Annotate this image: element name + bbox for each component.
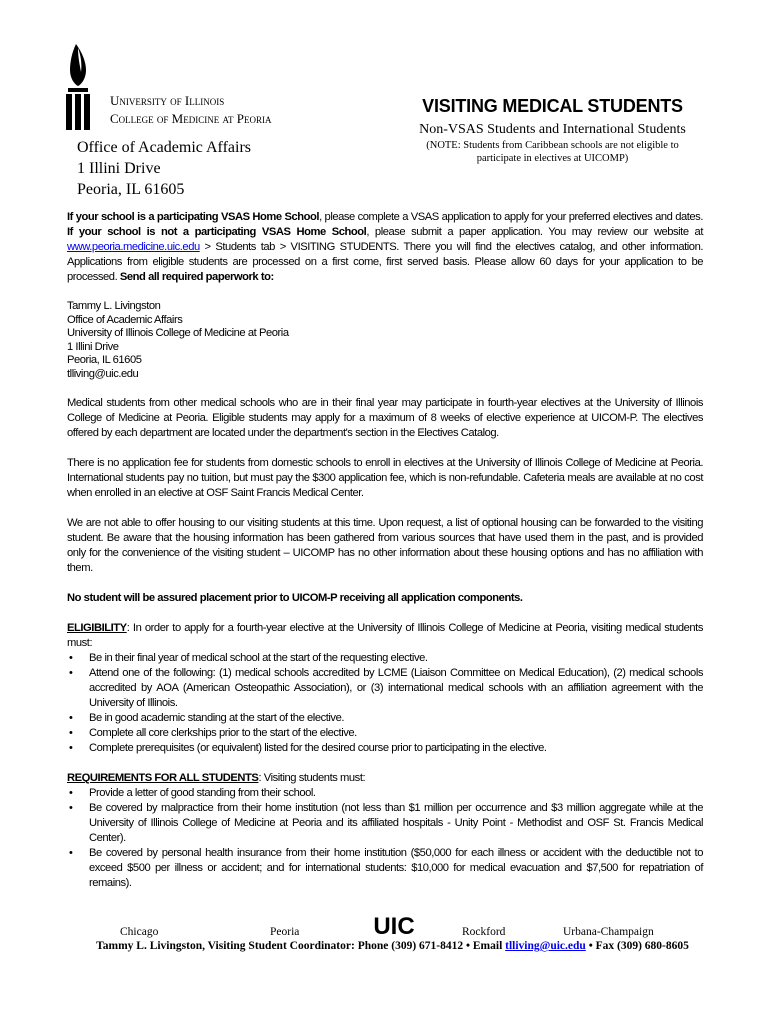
list-item: • Attend one of the following: (1) medical schools accredited by LCME (Liaison Committee on Medical Education), (2) medical schools accredited by AOA (American Osteopathic Association), or (3) international medical schools with an affiliation agreement with the University of Illinois. bbox=[67, 666, 703, 711]
university-line: University of Illinois bbox=[110, 93, 225, 108]
intro-bold-3: Send all required paperwork to: bbox=[119, 271, 274, 283]
paragraph-fees: There is no application fee for students from domestic schools to enroll in electives at the University of Illinois College of Medicine at Peoria. International students pay no tuition, but must pay the $300 application fee, which is non-refundable. Cafeteria meals are available at no cost when enrolled in an elective at OSF Saint Francis Medical Center. bbox=[67, 457, 703, 499]
contact-line bbox=[80, 940, 705, 952]
intro-bold-2: If your school is not a participating VSAS Home School bbox=[67, 226, 367, 238]
requirements-intro bbox=[67, 771, 703, 786]
city-rockford: Rockford bbox=[462, 926, 506, 938]
office-street: 1 Illini Drive bbox=[77, 160, 161, 177]
city-chicago: Chicago bbox=[120, 926, 159, 938]
address-line: 1 Illini Drive bbox=[67, 340, 119, 353]
address-email: tlliving@uic.edu bbox=[67, 367, 139, 380]
title-block bbox=[390, 96, 715, 165]
document-body bbox=[67, 210, 703, 891]
college-line: College of Medicine at Peoria bbox=[110, 111, 272, 126]
eligibility-list bbox=[67, 651, 703, 756]
list-item: • Be in good academic standing at the start of the elective. bbox=[67, 711, 703, 726]
requirements-intro-text: : Visiting students must: bbox=[258, 772, 366, 784]
intro-text-3: > Students tab > VISITING STUDENTS. There you will find the electives catalog, and other information. Applications from eligible students are processed on a first come, first served basis. Please allow 60 days for your application to be processed. bbox=[67, 241, 703, 283]
address-line: Tammy L. Livingston bbox=[67, 300, 161, 312]
list-item: • Be covered by personal health insurance from their home institution ($50,000 for each illness or accident with the deductible not to exceed $500 per illness or accident; and for international students: $10,000 for medical evacuation and $7,500 for repatriation of remains). bbox=[67, 846, 703, 891]
intro-bold-1: If your school is a participating VSAS Home School bbox=[67, 211, 320, 223]
eligibility-heading: ELIGIBILITY bbox=[67, 622, 127, 634]
uic-logo bbox=[365, 912, 423, 938]
paragraph-housing: We are not able to offer housing to our visiting students at this time. Upon request, a list of optional housing can be forwarded to the visiting student. Be aware that the housing information has been gathered from various sources that have used them in the past, and is provided only for the convenience of the visiting student – UICOMP has no other information about these housing options and has no affiliation with them. bbox=[67, 517, 703, 574]
fax-text: • Fax (309) 680-8605 bbox=[585, 940, 689, 952]
city-peoria: Peoria bbox=[270, 926, 300, 938]
mailing-address bbox=[67, 300, 703, 381]
intro-text-2: , please submit a paper application. You may review our website at bbox=[366, 226, 703, 238]
paragraph-placement: No student will be assured placement prior to UICOM-P receiving all application components. bbox=[67, 592, 523, 604]
list-item: • Be in their final year of medical school at the start of the requesting elective. bbox=[67, 651, 703, 666]
requirements-heading: REQUIREMENTS FOR ALL STUDENTS bbox=[67, 772, 259, 784]
list-item: • Provide a letter of good standing from their school. bbox=[67, 786, 703, 801]
page-subtitle: Non-VSAS Students and International Students bbox=[419, 122, 686, 137]
uic-logo-text: UIC bbox=[373, 913, 415, 938]
page-title: VISITING MEDICAL STUDENTS bbox=[422, 96, 683, 116]
list-item: • Be covered by malpractice from their home institution (not less than $1 million per occurrence and $3 million aggregate while at the University of Illinois College of Medicine at Peoria and its affiliated hospitals - Unity Point - Methodist and OSF St. Francis Medical Center). bbox=[67, 801, 703, 846]
footer bbox=[80, 912, 705, 952]
requirements-list bbox=[67, 786, 703, 891]
eligibility-intro bbox=[67, 621, 703, 651]
office-line: Office of Academic Affairs bbox=[77, 139, 252, 156]
email-link[interactable]: tlliving@uic.edu bbox=[505, 940, 586, 952]
address-line: Peoria, IL 61605 bbox=[67, 354, 142, 366]
list-item: • Complete prerequisites (or equivalent) listed for the desired course prior to participating in the elective. bbox=[67, 741, 703, 756]
office-city: Peoria, IL 61605 bbox=[77, 181, 185, 198]
campus-cities bbox=[80, 912, 705, 936]
university-name bbox=[110, 92, 271, 128]
contact-text: Tammy L. Livingston, Visiting Student Coordinator: Phone (309) 671-8412 • Email bbox=[96, 940, 506, 952]
website-link[interactable]: www.peoria.medicine.uic.edu bbox=[67, 241, 200, 253]
intro-paragraph bbox=[67, 210, 703, 285]
office-address bbox=[77, 137, 251, 200]
city-urbana-champaign: Urbana-Champaign bbox=[563, 926, 654, 938]
intro-text-1: , please complete a VSAS application to apply for your preferred electives and dates. bbox=[319, 211, 703, 223]
university-torch-logo bbox=[62, 44, 102, 130]
paragraph-electives: Medical students from other medical schools who are in their final year may participate in fourth-year electives at the University of Illinois College of Medicine at Peoria. Eligible students may apply for a maximum of 8 weeks of elective experience at UICOM-P. The electives offered by each department are located under the department's section in the Electives Catalog. bbox=[67, 397, 703, 439]
address-line: Office of Academic Affairs bbox=[67, 313, 183, 326]
address-line: University of Illinois College of Medicine at Peoria bbox=[67, 327, 289, 339]
eligibility-note: (NOTE: Students from Caribbean schools are not eligible to participate in electives at UICOMP) bbox=[426, 140, 679, 164]
eligibility-intro-text: : In order to apply for a fourth-year elective at the University of Illinois College of Medicine at Peoria, visiting medical students must: bbox=[67, 622, 703, 649]
list-item: • Complete all core clerkships prior to the start of the elective. bbox=[67, 726, 703, 741]
